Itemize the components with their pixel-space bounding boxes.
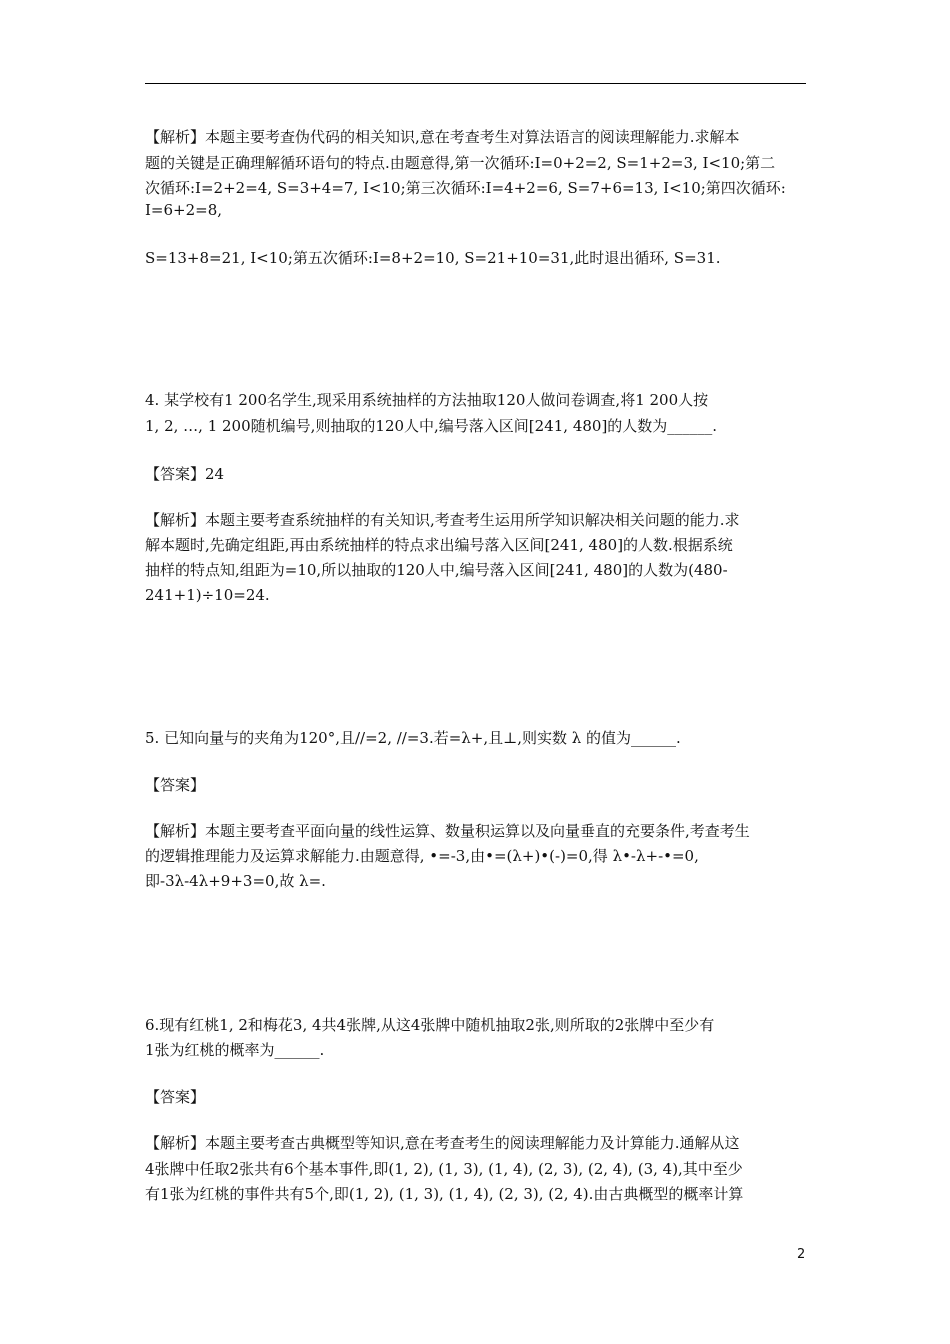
question-6-line: 6.现有红桃1, 2和梅花3, 4共4张牌,从这4张牌中随机抽取2张,则所取的2张牌中至少有 [145,1016,715,1034]
explanation-5-line: 即-3λ-4λ+9+3=0,故 λ=. [145,872,326,890]
answer-6: 【答案】 [145,1088,206,1106]
text-line: 次循环:I=2+2=4, S=3+4=7, I<10;第三次循环:I=4+2=6, S=7+6=13, I<10;第四次循环: [145,179,786,197]
explanation-4-line: 241+1)÷10=24. [145,586,270,604]
explanation-4-line: 解本题时,先确定组距,再由系统抽样的特点求出编号落入区间[241, 480]的人数.根据系统 [145,536,733,554]
question-5-line: 5. 已知向量与的夹角为120°,且//=2, //=3.若=λ+,且⊥,则实数 λ 的值为______. [145,729,681,747]
text-line: 题的关键是正确理解循环语句的特点.由题意得,第一次循环:I=0+2=2, S=1+2=3, I<10;第二 [145,154,776,172]
question-4-line: 4. 某学校有1 200名学生,现采用系统抽样的方法抽取120人做问卷调查,将1 200人按 [145,391,709,409]
explanation-4-line: 【解析】本题主要考查系统抽样的有关知识,考查考生运用所学知识解决相关问题的能力.求 [145,511,740,529]
text-line: S=13+8=21, I<10;第五次循环:I=8+2=10, S=21+10=31,此时退出循环, S=31. [145,249,721,267]
text-line: 【解析】本题主要考查伪代码的相关知识,意在考查考生对算法语言的阅读理解能力.求解本 [145,128,740,146]
page-number: 2 [797,1247,806,1262]
answer-5: 【答案】 [145,776,206,794]
explanation-5-line: 的逻辑推理能力及运算求解能力.由题意得, •=-3,由•=(λ+)•(-)=0,得 λ•-λ+-•=0, [145,847,699,865]
answer-4: 【答案】24 [145,465,225,483]
explanation-5-line: 【解析】本题主要考查平面向量的线性运算、数量积运算以及向量垂直的充要条件,考查考生 [145,822,750,840]
explanation-6-line: 4张牌中任取2张共有6个基本事件,即(1, 2), (1, 3), (1, 4), (2, 3), (2, 4), (3, 4),其中至少 [145,1160,743,1178]
question-6-line: 1张为红桃的概率为______. [145,1041,325,1059]
question-4-line: 1, 2, …, 1 200随机编号,则抽取的120人中,编号落入区间[241, 480]的人数为______. [145,417,718,435]
text-line: I=6+2=8, [145,201,223,219]
explanation-6-line: 【解析】本题主要考查古典概型等知识,意在考查考生的阅读理解能力及计算能力.通解从这 [145,1134,740,1152]
explanation-6-line: 有1张为红桃的事件共有5个,即(1, 2), (1, 3), (1, 4), (2, 3), (2, 4).由古典概型的概率计算 [145,1185,744,1203]
explanation-4-line: 抽样的特点知,组距为=10,所以抽取的120人中,编号落入区间[241, 480]的人数为(480- [145,561,728,579]
header-rule [145,83,806,84]
